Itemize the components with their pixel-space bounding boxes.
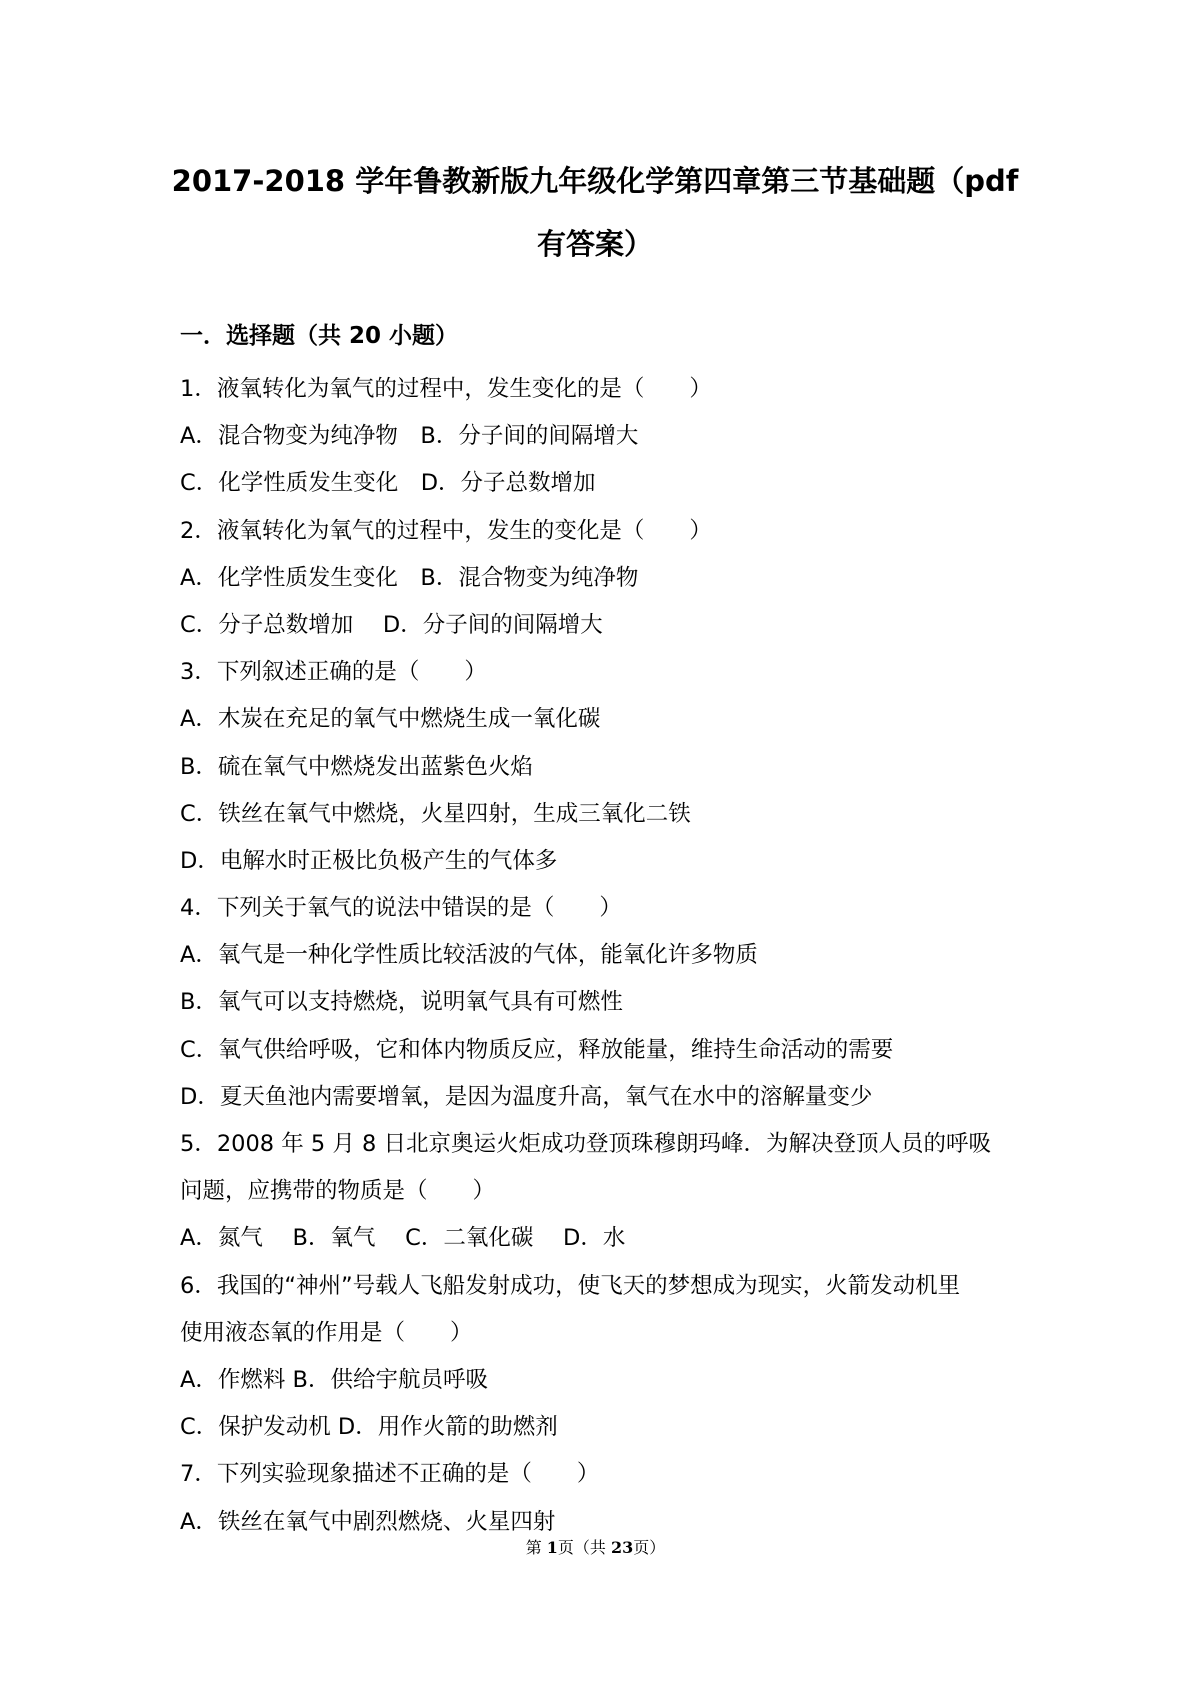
option-line: A．氮气 B．氧气 C．二氧化碳 D．水 bbox=[180, 1225, 626, 1252]
question-line: 4．下列关于氧气的说法中错误的是（ ） bbox=[180, 895, 622, 922]
option-line: C．铁丝在氧气中燃烧，火星四射，生成三氧化二铁 bbox=[180, 800, 691, 827]
footer-suffix: 页） bbox=[633, 1538, 666, 1557]
option-line: C．氧气供给呼吸，它和体内物质反应，释放能量，维持生命活动的需要 bbox=[180, 1036, 894, 1063]
option-line: A．化学性质发生变化 B．混合物变为纯净物 bbox=[180, 564, 639, 591]
question-list bbox=[180, 366, 1020, 1546]
option-line: A．作燃料 B．供给宇航员呼吸 bbox=[180, 1366, 488, 1393]
option-line: A．混合物变为纯净物 B．分子间的间隔增大 bbox=[180, 423, 639, 450]
question-line: 2．液氧转化为氧气的过程中，发生的变化是（ ） bbox=[180, 517, 712, 544]
option-line: B．硫在氧气中燃烧发出蓝紫色火焰 bbox=[180, 753, 533, 780]
section-heading: 一．选择题（共 20 小题） bbox=[180, 323, 459, 349]
option-line: C．保护发动机 D．用作火箭的助燃剂 bbox=[180, 1414, 558, 1441]
current-page-number: 1 bbox=[546, 1538, 558, 1557]
option-line: D．电解水时正极比负极产生的气体多 bbox=[180, 847, 558, 874]
question-line-continued: 使用液态氧的作用是（ ） bbox=[180, 1319, 473, 1346]
document-title bbox=[150, 150, 1040, 276]
option-line: D．夏天鱼池内需要增氧，是因为温度升高，氧气在水中的溶解量变少 bbox=[180, 1083, 873, 1110]
title-line-2: 有答案） bbox=[536, 227, 653, 261]
question-line: 3．下列叙述正确的是（ ） bbox=[180, 659, 487, 686]
option-line: C．化学性质发生变化 D．分子总数增加 bbox=[180, 470, 596, 497]
option-line: C．分子总数增加 D．分子间的间隔增大 bbox=[180, 611, 603, 638]
option-line: B．氧气可以支持燃烧，说明氧气具有可燃性 bbox=[180, 989, 623, 1016]
option-line: A．木炭在充足的氧气中燃烧生成一氧化碳 bbox=[180, 706, 601, 733]
footer-middle: 页（共 bbox=[557, 1538, 612, 1557]
question-line: 7．下列实验现象描述不正确的是（ ） bbox=[180, 1461, 600, 1488]
option-line: A．氧气是一种化学性质比较活波的气体，能氧化许多物质 bbox=[180, 942, 758, 969]
footer-prefix: 第 bbox=[525, 1538, 547, 1557]
question-line-continued: 问题，应携带的物质是（ ） bbox=[180, 1178, 496, 1205]
option-line: A．铁丝在氧气中剧烈燃烧、火星四射 bbox=[180, 1508, 556, 1535]
question-line: 5．2008 年 5 月 8 日北京奥运火炬成功登顶珠穆朗玛峰．为解决登顶人员的呼吸 bbox=[180, 1131, 991, 1157]
page-footer bbox=[0, 1536, 1191, 1560]
question-line: 6．我国的“神州”号载人飞船发射成功，使飞天的梦想成为现实，火箭发动机里 bbox=[180, 1272, 961, 1299]
title-line-1: 2017-2018 学年鲁教新版九年级化学第四章第三节基础题（pdf bbox=[171, 164, 1019, 198]
question-line: 1．液氧转化为氧气的过程中，发生变化的是（ ） bbox=[180, 376, 712, 402]
total-page-count: 23 bbox=[611, 1538, 634, 1557]
